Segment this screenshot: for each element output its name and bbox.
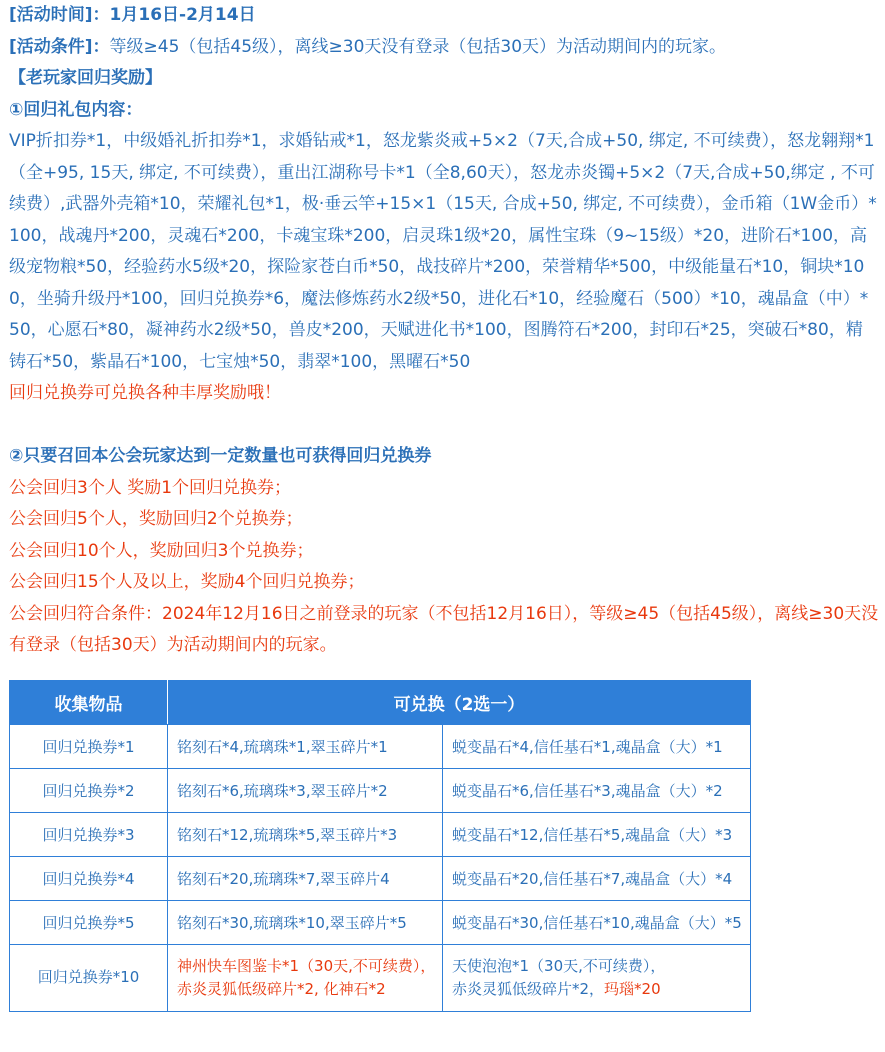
row-item: 回归兑换券*1 bbox=[10, 724, 168, 768]
row-item: 回归兑换券*5 bbox=[10, 900, 168, 944]
event-announcement bbox=[9, 0, 879, 1012]
table-row bbox=[10, 768, 751, 812]
row-item: 回归兑换券*3 bbox=[10, 812, 168, 856]
table-row bbox=[10, 812, 751, 856]
table-row bbox=[10, 856, 751, 900]
row-option-b: 蜕变晶石*12,信任基石*5,魂晶盒（大）*3 bbox=[443, 812, 751, 856]
option-b-line-1: 天使泡泡*1（30天,不可续费）， bbox=[452, 956, 666, 975]
table-row bbox=[10, 900, 751, 944]
guild-recall-heading: ②只要召回本公会玩家达到一定数量也可获得回归兑换券 bbox=[9, 446, 432, 466]
header-exchange-options: 可兑换（2选一） bbox=[168, 680, 751, 724]
table-row bbox=[10, 724, 751, 768]
option-a-line-2: 赤炎灵狐低级碎片*2, 化神石*2 bbox=[177, 979, 386, 998]
guild-rule-10: 公会回归10个人，奖励回归3个兑换券； bbox=[9, 540, 314, 561]
gift-pack-heading: ①回归礼包内容： bbox=[9, 99, 143, 120]
row-option-b: 蜕变晶石*6,信任基石*3,魂晶盒（大）*2 bbox=[443, 768, 751, 812]
event-time: [活动时间]：1月16日-2月14日 bbox=[9, 5, 256, 25]
row-option-b: 蜕变晶石*30,信任基石*10,魂晶盒（大）*5 bbox=[443, 900, 751, 944]
event-condition bbox=[9, 32, 879, 64]
row-option-a: 铭刻石*6,琉璃珠*3,翠玉碎片*2 bbox=[168, 768, 443, 812]
guild-rule-15: 公会回归15个人及以上，奖励4个回归兑换券； bbox=[9, 572, 365, 592]
row-item: 回归兑换券*2 bbox=[10, 768, 168, 812]
table-row bbox=[10, 944, 751, 1011]
voucher-note: 回归兑换券可兑换各种丰厚奖励哦！ bbox=[9, 383, 281, 403]
header-collect-items: 收集物品 bbox=[10, 680, 168, 724]
row-option-a: 铭刻石*30,琉璃珠*10,翠玉碎片*5 bbox=[168, 900, 443, 944]
reward-title: 【老玩家回归奖励】 bbox=[9, 68, 162, 88]
row-item: 回归兑换券*4 bbox=[10, 856, 168, 900]
guild-recall-condition: 公会回归符合条件：2024年12月16日之前登录的玩家（不包括12月16日），等级≥45（包括45级），离线≥30天没有登录（包括30天）为活动期间内的玩家。 bbox=[9, 603, 879, 655]
row-option-b bbox=[443, 944, 751, 1011]
row-option-b: 蜕变晶石*20,信任基石*7,魂晶盒（大）*4 bbox=[443, 856, 751, 900]
spacer bbox=[9, 410, 879, 442]
row-option-a: 铭刻石*12,琉璃珠*5,翠玉碎片*3 bbox=[168, 812, 443, 856]
exchange-table bbox=[9, 680, 751, 1012]
gift-pack-items: VIP折扣券*1，中级婚礼折扣券*1，求婚钻戒*1，怒龙紫炎戒+5×2（7天,合成+50, 绑定, 不可续费），怒龙翱翔*1（全+95, 15天, 绑定, 不可续费），重出江湖称号卡*1（全8,60天），怒龙赤炎镯+5×2（7天,合成+50,绑定 , 不可续费）,武器外壳箱*10，荣耀礼包*1，极·垂云竿+15×1（15天, 合成+50, 绑定, 不可续费），金币箱（1W金币）*100，战魂丹*200，灵魂石*200，卡魂宝珠*200，启灵珠1级*20，属性宝珠（9~15级）*20，进阶石*100，高级宠物粮*50，经验药水5级*20，探险家苍白币*50，战技碎片*200，荣誉精华*500，中级能量石*10，铜块*100，坐骑升级丹*100，回归兑换券*6，魔法修炼药水2级*50，进化石*10，经验魔石（500）*10，魂晶盒（中）*50，心愿石*80，凝神药水2级*50，兽皮*200，天赋进化书*100，图腾符石*200，封印石*25，突破石*80，精铸石*50，紫晶石*100，七宝烛*50，翡翠*100，黑曜石*50 bbox=[9, 131, 877, 372]
condition-text: 等级≥45（包括45级），离线≥30天没有登录（包括30天）为活动期间内的玩家。 bbox=[109, 36, 727, 57]
row-option-a: 铭刻石*4,琉璃珠*1,翠玉碎片*1 bbox=[168, 724, 443, 768]
row-option-a bbox=[168, 944, 443, 1011]
option-b-line-2-red: 玛瑙*20 bbox=[604, 979, 661, 998]
condition-label: [活动条件]： bbox=[9, 36, 110, 57]
guild-rule-3: 公会回归3个人 奖励1个回归兑换券； bbox=[9, 477, 292, 498]
table-header-row bbox=[10, 680, 751, 724]
row-item: 回归兑换券*10 bbox=[10, 944, 168, 1011]
option-a-line-1: 神州快车图鉴卡*1（30天,不可续费）， bbox=[177, 956, 436, 975]
option-b-line-2 bbox=[452, 978, 741, 1001]
option-b-line-2-blue: 赤炎灵狐低级碎片*2， bbox=[452, 979, 605, 998]
guild-rule-5: 公会回归5个人，奖励回归2个兑换券； bbox=[9, 509, 303, 529]
row-option-a: 铭刻石*20,琉璃珠*7,翠玉碎片4 bbox=[168, 856, 443, 900]
row-option-b: 蜕变晶石*4,信任基石*1,魂晶盒（大）*1 bbox=[443, 724, 751, 768]
